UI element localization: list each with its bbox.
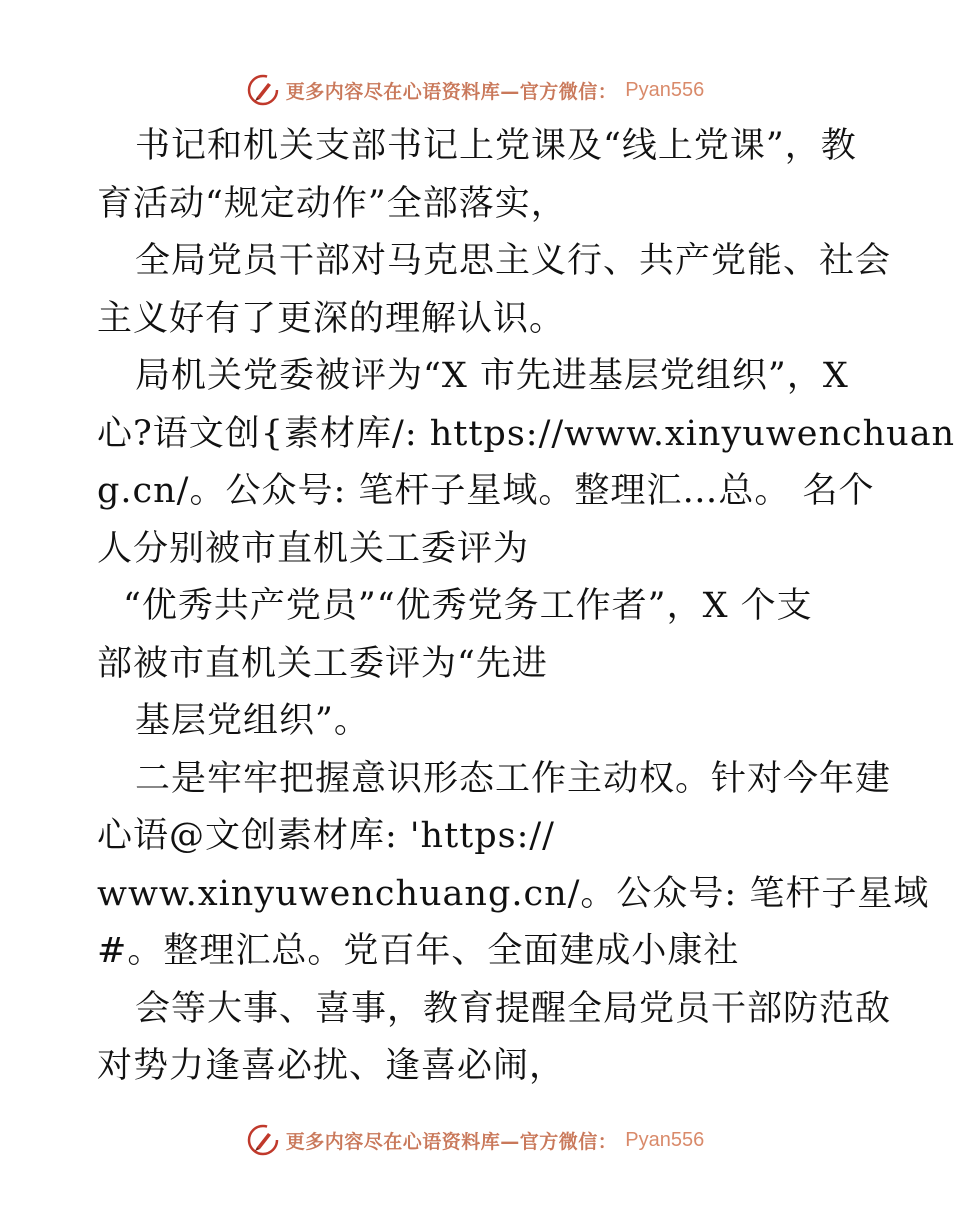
- body-line: www.xinyuwenchuang.cn/。公众号: 笔杆子星域: [97, 873, 930, 914]
- footer-wechat-id: Pyan556: [625, 1128, 705, 1151]
- body-line: 对势力逢喜必扰、逢喜必闹，: [97, 1046, 566, 1086]
- body-line: g.cn/。公众号: 笔杆子星域。整理汇…总。 名个: [97, 471, 875, 511]
- header-banner: [0, 70, 950, 110]
- body-line: 主义好有了更深的理解认识。: [97, 298, 566, 339]
- body-line: 会等大事、喜事，教育提醒全局党员干部防范敌: [135, 988, 892, 1029]
- footer-banner: [0, 1120, 950, 1160]
- document-body: [97, 118, 955, 1096]
- body-line: #。整理汇总。党百年、全面建成小康社: [97, 931, 740, 971]
- body-line: 基层党组织”。: [135, 701, 370, 741]
- body-line: 二是牢牢把握意识形态工作主动权。针对今年建: [135, 758, 892, 799]
- header-wechat-id: Pyan556: [625, 78, 705, 101]
- pen-logo-icon: [246, 1123, 280, 1157]
- body-line: 人分别被市直机关工委评为: [97, 528, 530, 569]
- footer-brand-text: 更多内容尽在心语资料库—官方微信：: [285, 1130, 618, 1153]
- pen-logo-icon: [246, 73, 280, 107]
- body-line: 局机关党委被评为“X 市先进基层党组织”，X: [135, 356, 849, 396]
- body-line: 全局党员干部对马克思主义行、共产党能、社会: [135, 241, 892, 281]
- body-line: 部被市直机关工委评为“先进: [97, 643, 548, 684]
- body-line: 心语@文创素材库: 'https://: [97, 816, 555, 856]
- body-line: 书记和机关支部书记上党课及“线上党课”，教: [135, 126, 857, 166]
- body-line: 心?语文创{素材库/: https://www.xinyuwenchuan: [97, 413, 955, 454]
- body-line: “优秀共产党员”“优秀党务工作者”，X 个支: [123, 586, 813, 626]
- header-brand-text: 更多内容尽在心语资料库—官方微信：: [285, 80, 618, 103]
- body-line: 育活动“规定动作”全部落实，: [97, 183, 567, 224]
